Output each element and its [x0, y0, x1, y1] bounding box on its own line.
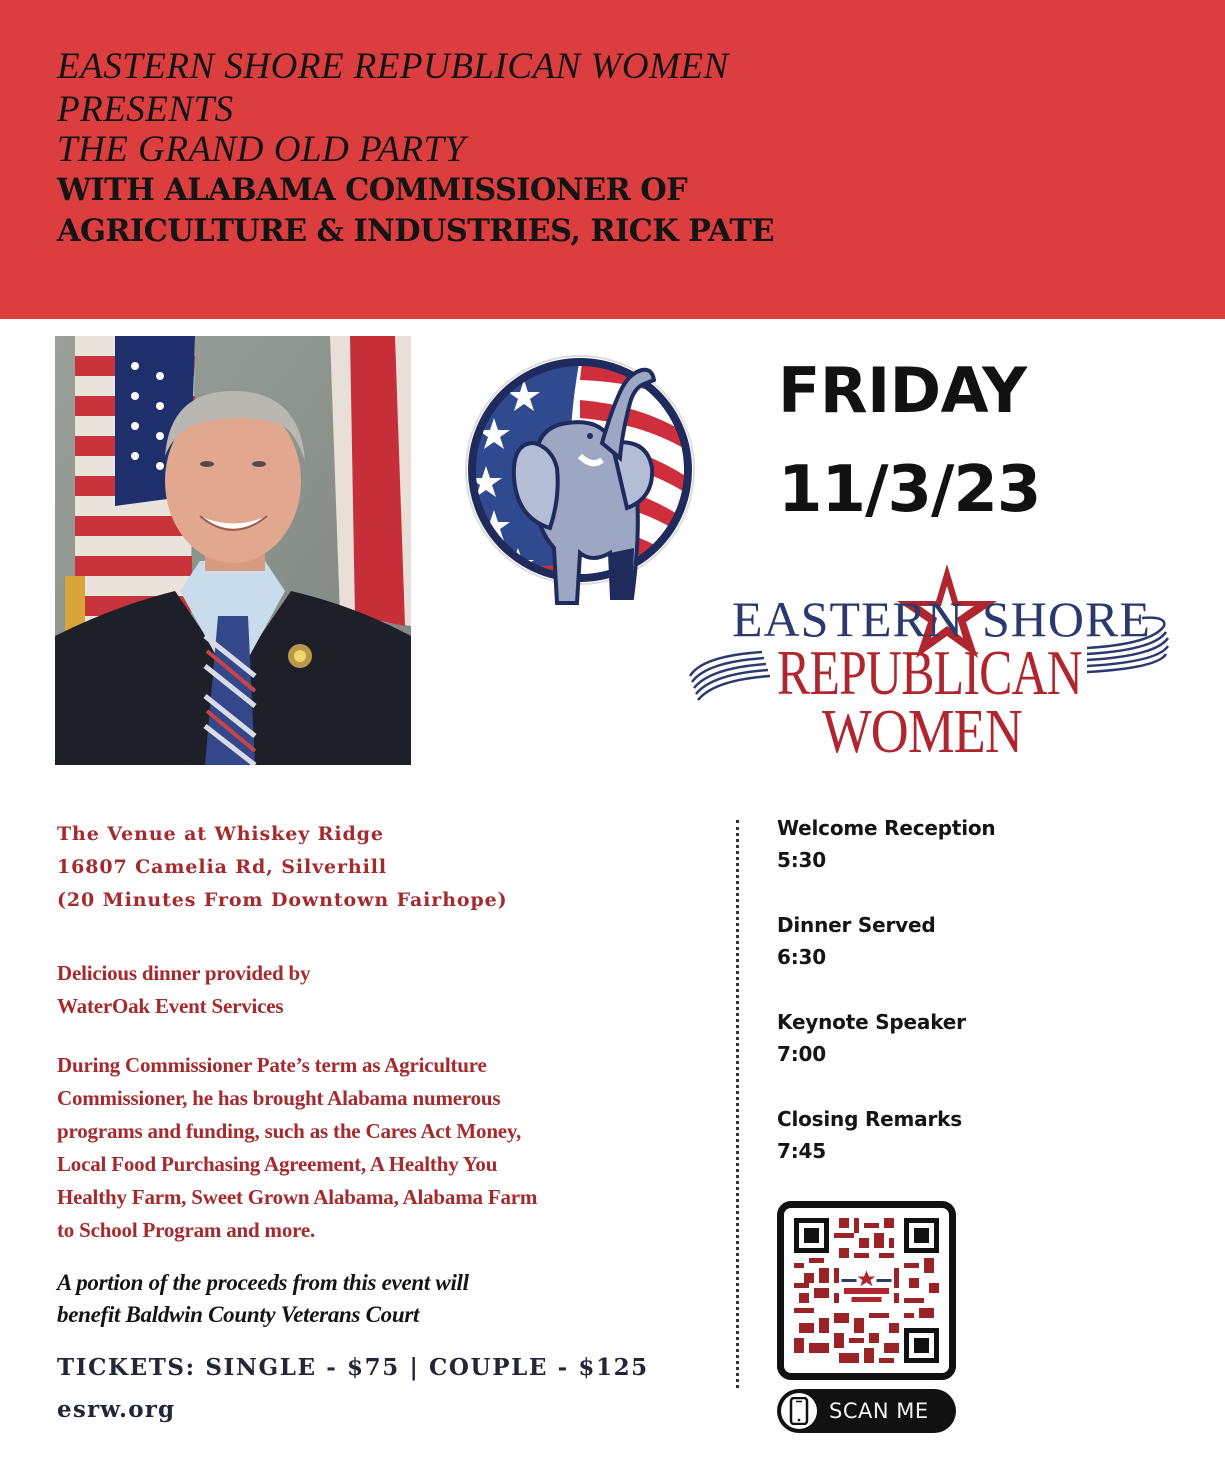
proceeds-note [57, 1267, 717, 1331]
description-line: Commissioner, he has brought Alabama numerous [57, 1086, 501, 1110]
venue-info [57, 818, 717, 917]
swoosh-lines-left [690, 652, 770, 700]
header-speaker-line1: WITH ALABAMA COMMISSIONER OF [57, 172, 688, 208]
esrw-logo [682, 556, 1172, 766]
header-presents: PRESENTS [57, 89, 234, 130]
scan-me-label: SCAN ME [829, 1399, 929, 1423]
schedule-time: 6:30 [777, 945, 826, 969]
qr-code[interactable] [777, 1201, 956, 1380]
scan-me-button[interactable] [777, 1389, 956, 1433]
alabama-flag-graphic [330, 336, 411, 626]
schedule-item [777, 1006, 995, 1070]
schedule-label: Keynote Speaker [777, 1010, 966, 1034]
ticket-prices: TICKETS: SINGLE - $75 | COUPLE - $125 [57, 1354, 649, 1381]
schedule-label: Dinner Served [777, 913, 936, 937]
dotted-divider [736, 820, 739, 1388]
proceeds-line-2: benefit Baldwin County Veterans Court [57, 1302, 420, 1327]
dinner-info [57, 957, 717, 1023]
schedule-item [777, 909, 995, 973]
republican-elephant-logo [462, 348, 707, 616]
dinner-line-2: WaterOak Event Services [57, 994, 284, 1018]
description-line: programs and funding, such as the Cares Act Money, [57, 1119, 522, 1143]
event-details [57, 818, 717, 1425]
header-org-title: EASTERN SHORE REPUBLICAN WOMEN [57, 46, 729, 87]
logo-text-women: WOMEN [822, 698, 1023, 766]
description-line: During Commissioner Pate’s term as Agriculture [57, 1053, 487, 1077]
description-line: to School Program and more. [57, 1218, 316, 1242]
logo-text-republican: REPUBLICAN [777, 637, 1082, 708]
header-speaker-line2: AGRICULTURE & INDUSTRIES, RICK PATE [57, 213, 774, 249]
event-day: FRIDAY [778, 354, 1027, 427]
logo-text-eastern: EASTERN [732, 591, 964, 647]
venue-address: 16807 Camelia Rd, Silverhill [57, 856, 387, 878]
schedule-time: 7:45 [777, 1139, 826, 1163]
schedule-item [777, 1103, 995, 1167]
schedule-label: Closing Remarks [777, 1107, 962, 1131]
speaker-photo [55, 336, 411, 765]
description-line: Local Food Purchasing Agreement, A Healthy You [57, 1152, 498, 1176]
header-banner [0, 0, 1225, 319]
event-date [778, 354, 1041, 527]
schedule-item [777, 812, 995, 876]
dinner-line-1: Delicious dinner provided by [57, 961, 311, 985]
speaker-description [57, 1049, 717, 1247]
description-line: Healthy Farm, Sweet Grown Alabama, Alabama Farm [57, 1185, 538, 1209]
header-event-name: THE GRAND OLD PARTY [57, 129, 466, 170]
venue-name: The Venue at Whiskey Ridge [57, 823, 384, 845]
event-date-value: 11/3/23 [778, 453, 1041, 527]
schedule-label: Welcome Reception [777, 816, 996, 840]
venue-note: (20 Minutes From Downtown Fairhope) [57, 889, 508, 911]
proceeds-line-1: A portion of the proceeds from this event will [57, 1270, 469, 1295]
event-schedule [777, 812, 995, 1200]
schedule-time: 5:30 [777, 848, 826, 872]
schedule-time: 7:00 [777, 1042, 826, 1066]
phone-icon [781, 1393, 817, 1429]
logo-text-shore: SHORE [982, 591, 1151, 647]
website-link[interactable]: esrw.org [57, 1396, 176, 1423]
